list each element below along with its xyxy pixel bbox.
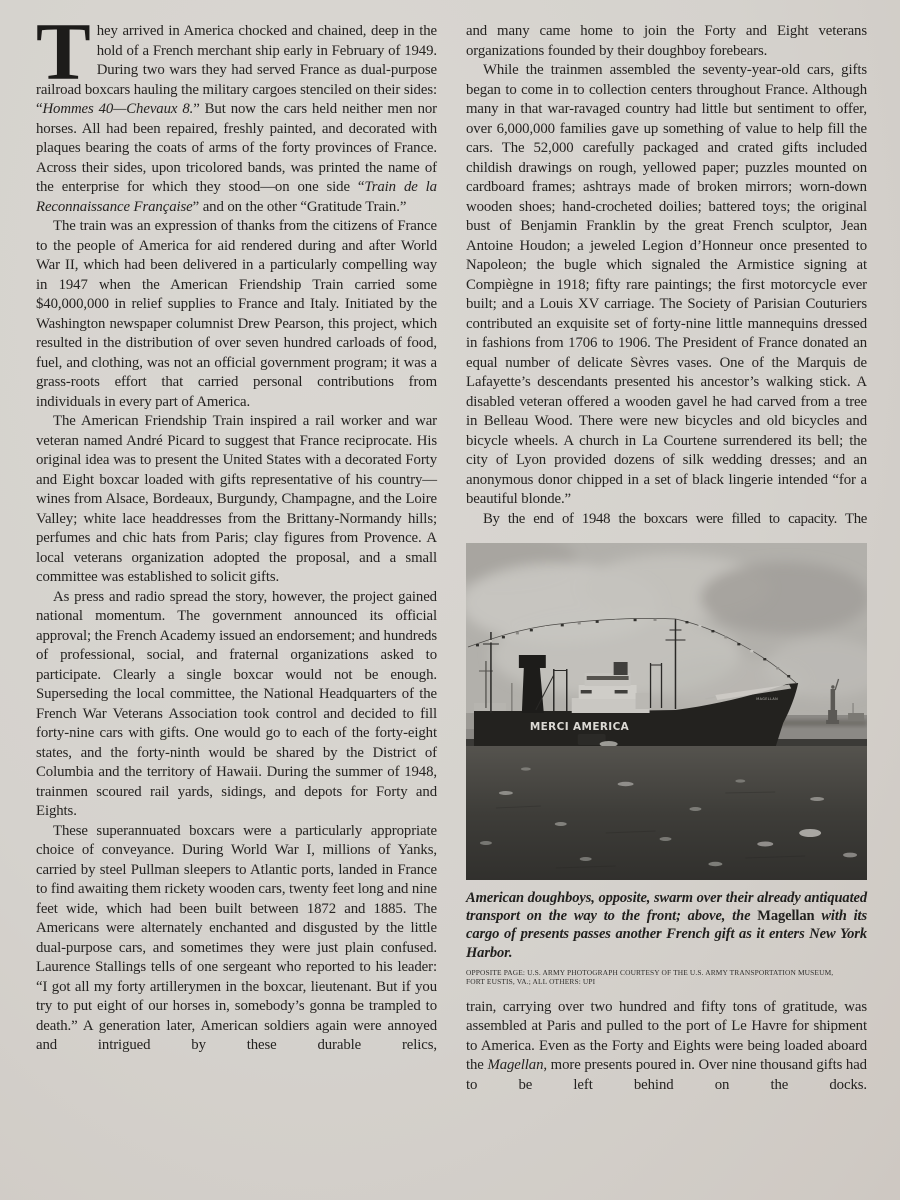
- left-column: [36, 6, 437, 1095]
- merci-ship-photo: [466, 543, 867, 880]
- right-column: [466, 22, 867, 1095]
- paragraph-end-of-1948: By the end of 1948 the boxcars were filled to capacity. The: [483, 510, 867, 527]
- paragraph-continuation: and many came home to join the Forty and Eight veterans organizations founded by their doughboy forebears.: [466, 23, 867, 59]
- drop-cap: T: [36, 6, 89, 97]
- paragraph-superannuated-boxcars: These superannuated boxcars were a particularly appropriate choice of conveyance. During World War I, millions of Yanks, carried by steel Pullman sleepers to Atlantic ports, landed in France to find awaiting them rickety wooden cars, twenty feet long and nine feet wide, which had been built between 1872 and 1885. The Americans were alternately enchanted and disgusted by the little dual-purpose cars, and sometimes they were just plain confused. Laurence Stallings tells of one sergeant who reported to his leader: “I got all my forty artillerymen in the boxcar, lieutenant. But if you try to put eight of our horses in, somebody’s gonna be trampled to death.” A generation later, American soldiers again were annoyed and intrigued by these durable relics,: [36, 822, 437, 1053]
- photo-credit-line-1: OPPOSITE PAGE: U.S. ARMY PHOTOGRAPH COURTESY OF THE U.S. ARMY TRANSPORTATION MUSEUM,: [466, 967, 834, 977]
- paragraph-opening-text: hey arrived in America chocked and chained, deep in the hold of a French merchant ship early in February of 1949. During two wars they had served France as dual-purpose railroad boxcars hauling the military cargoes stenciled on their sides: “Hommes 40—Chevaux 8.” But now the cars held neither men nor horses. All had been repaired, freshly painted, and decorated with plaques bearing the coats of arms of the forty provinces of France. Across their sides, upon tricolored bands, was printed the name of the enterprise for which they stood—on one side “Train de la Reconnaissance Française” and on the other “Gratitude Train.”: [36, 23, 437, 215]
- photo-caption: American doughboys, opposite, swarm over their already antiquated transport on the way to the front; above, the Magellan with its cargo of presents passes another French gift as it enters New York Harbor.: [466, 890, 867, 961]
- photo-credit-line-2: FORT EUSTIS, VA.; ALL OTHERS: UPI: [466, 976, 596, 986]
- paragraph-gifts: While the trainmen assembled the seventy-year-old cars, gifts began to come in to collection centers throughout France. Although many in that war-ravaged country had little but sentiment to offer, over 6,000,000 families gave up something of value to help fill the cars. The 52,000 carefully packaged and crated gifts included childish drawings on rough, yellowed paper; puzzles mounted on cardboard frames; ashtrays made of broken mirrors; worn-down wooden shoes; hand-crocheted doilies; battered toys; the original bust of Benjamin Franklin by the great French sculptor, Jean Antoine Houdon; a jeweled Legion d’Honneur once presented to Napoleon; the bugle which signaled the Armistice signing at Compiègne in 1918; fifty rare paintings; the first motorcycle ever built; and a Louis XV carriage. The Society of Parisian Couturiers contributed an exquisite set of forty-nine little mannequins dressed in fashions from 1706 to 1906. The President of France donated an equal number of delicate Sèvres vases. One of the Marquis de Lafayette’s descendants presented his ancestor’s walking stick. A disabled veteran offered a wooden gavel he had carved from a tree in Belleau Wood. There were new bicycles and old bicycles and bicycle wheels. A church in La Courtene surrendered its bell; the city of Lyon provided dozens of silk wedding dresses; and an anonymous donor chipped in a set of black lingerie intended “for a beautiful blonde.”: [466, 62, 867, 507]
- paragraph-national-momentum: As press and radio spread the story, however, the project gained national momentum. The government announced its official approval; the French Academy issued an endorsement; and hundreds of professional, social, and fraternal organizations asked to participate. Clearly a single boxcar would not be enough. Superseding the local committee, the National Headquarters of the French War Veterans Association took control and decided to fill forty-nine cars with gifts. One would go to each of the forty-eight states, and the forty-ninth would be shared by the District of Columbia and the territory of Hawaii. During the summer of 1948, trainmen scoured rail yards, sidings, and depots for Forty and Eights.: [36, 588, 437, 819]
- photo-credit: [466, 968, 867, 986]
- paragraph-friendship-train: The train was an expression of thanks from the citizens of France to the people of America for aid rendered during and after World War II, which had been delivered in a particularly compelling way in 1947 when the American Friendship Train carried some $40,000,000 in relief supplies to France and Italy. Initiated by the Washington newspaper columnist Drew Pearson, this project, which resulted in the distribution of over seven hundred carloads of food, fuel, and clothing, was not an official government program; it was a grass-roots effort that carried personal contributions from individuals in every part of America.: [36, 218, 437, 410]
- sea: [466, 746, 867, 880]
- paragraph-andre-picard: The American Friendship Train inspired a rail worker and war veteran named André Picard to suggest that France reciprocate. His original idea was to present the United States with a decorated Forty and Eight boxcar loaded with gifts representative of his country—wines from Alsace, Bordeaux, Burgundy, Champagne, and the Loire Valley; white lace headdresses from the Brittany-Normandy hills; perfumes and chic hats from Paris; clay figures from Provence. A local veterans organization adopted the proposal, and a small committee was established to solicit gifts.: [36, 413, 437, 585]
- paragraph-final: train, carrying over two hundred and fifty tons of gratitude, was assembled at Paris and pulled to the port of Le Havre for shipment to America. Even as the Forty and Eights were being loaded aboard the Magellan, more presents poured in. Over nine thousand gifts had to be left behind on the docks.: [466, 998, 867, 1093]
- ship-bow-name: MAGELLAN: [756, 696, 779, 702]
- paragraph-opening: [36, 6, 437, 217]
- ship-hull-text: MERCI AMERICA: [529, 720, 630, 734]
- ship-photo-figure: [466, 543, 867, 986]
